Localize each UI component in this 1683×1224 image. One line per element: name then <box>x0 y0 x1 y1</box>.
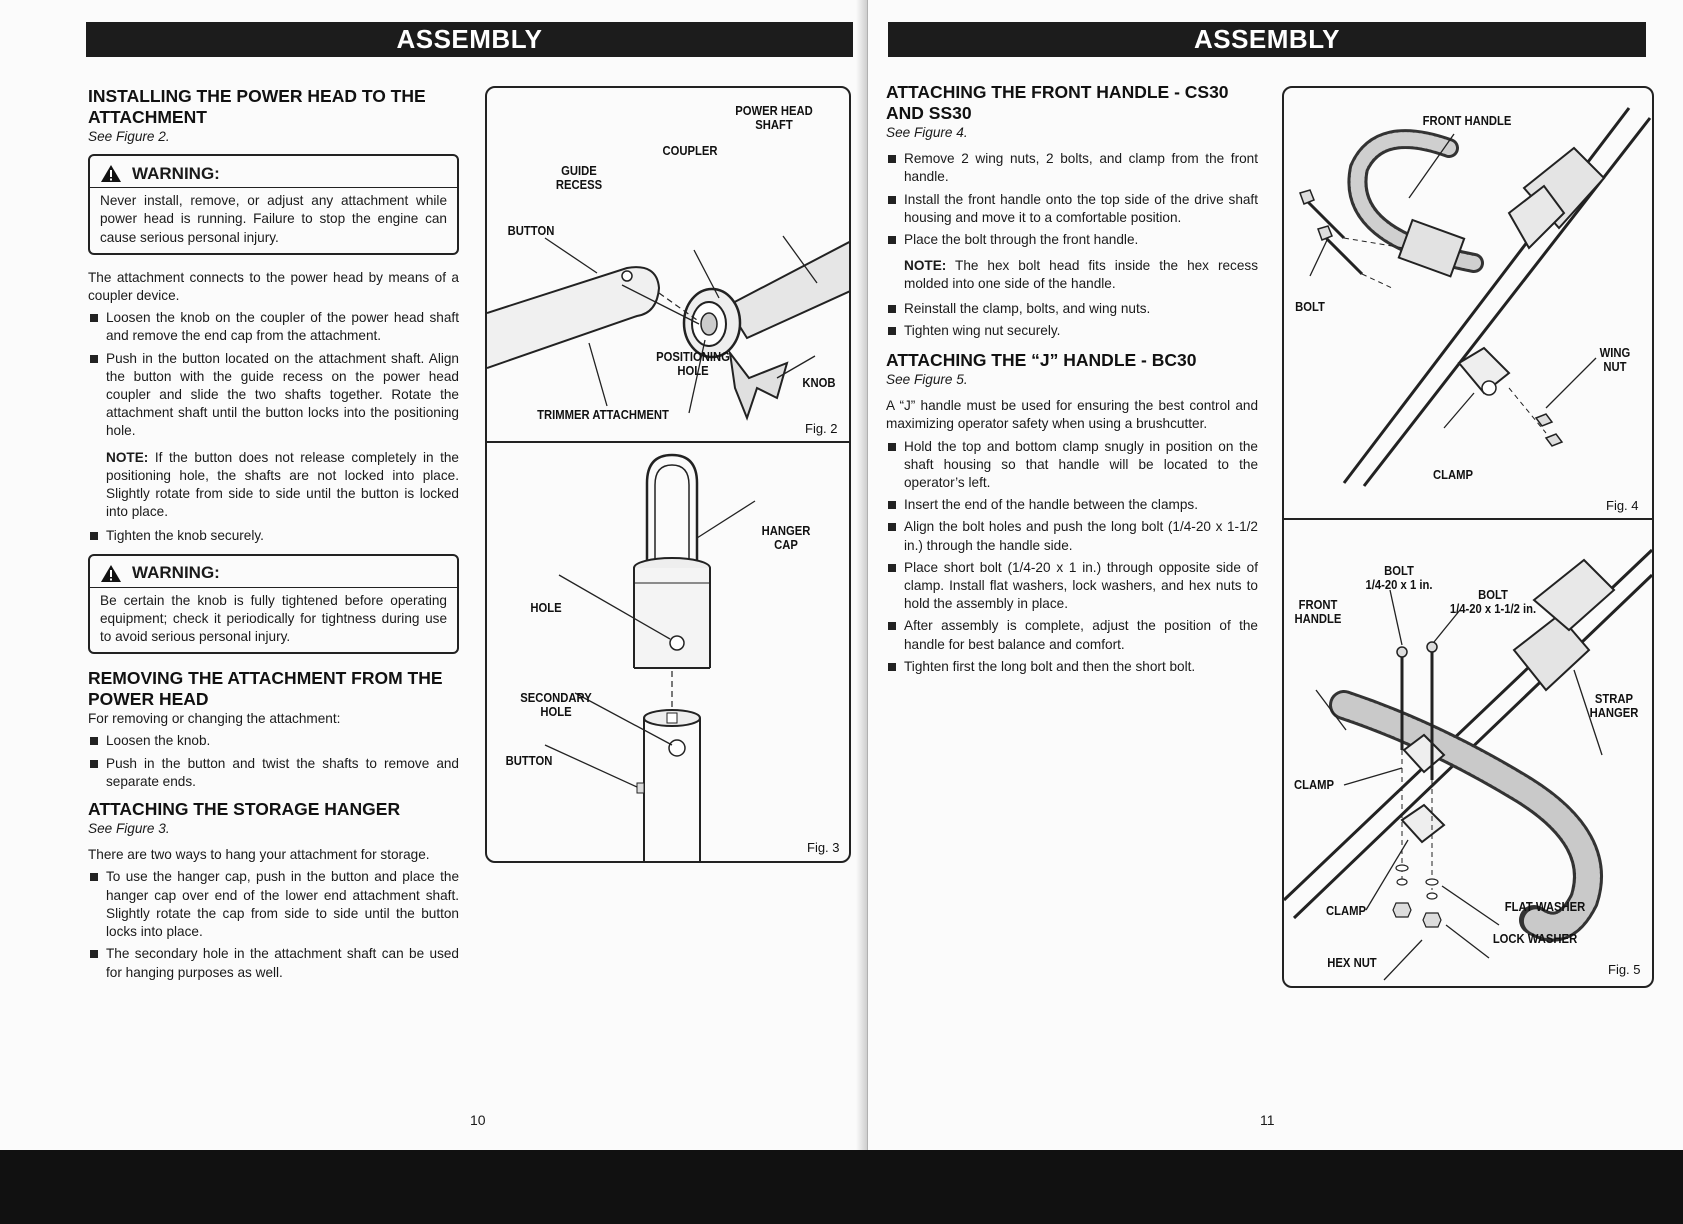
warning-title: WARNING: <box>132 163 220 183</box>
section-title-storage-hanger: ATTACHING THE STORAGE HANGER <box>88 799 401 820</box>
list-item: Tighten first the long bolt and then the short bolt. <box>886 658 1258 676</box>
list-item: Loosen the knob on the coupler of the power head shaft and remove the end cap from the attachment. <box>88 309 459 345</box>
figure-reference: See Figure 2. <box>88 129 170 144</box>
label-line: CAP <box>774 538 798 552</box>
label-line: HANGER <box>761 524 811 538</box>
paragraph: There are two ways to hang your attachment for storage. <box>88 847 430 863</box>
label-line: BOLT <box>1384 564 1414 578</box>
page-number: 10 <box>470 1112 486 1128</box>
right-text-column <box>886 82 1258 684</box>
note-label: NOTE: <box>106 449 149 465</box>
warning-box <box>88 554 459 655</box>
step-list <box>886 300 1258 340</box>
warning-text: Be certain the knob is fully tightened before operating equipment; check it periodically for tightness during use to avoid serious personal injury. <box>100 592 447 645</box>
paragraph: For removing or changing the attachment: <box>88 711 341 727</box>
label-secondary-hole <box>516 691 597 719</box>
figure-4-5-box <box>1282 86 1654 988</box>
paragraph: A “J” handle must be used for ensuring the best control and maximizing operator safety when using a brushcutter. <box>886 398 1258 432</box>
figure-number: Fig. 2 <box>805 421 838 436</box>
label-line: HOLE <box>677 364 709 378</box>
label-line: POWER HEAD <box>735 104 813 118</box>
note <box>88 449 459 522</box>
banner-title: ASSEMBLY <box>888 22 1646 57</box>
note-text: The hex bolt head fits inside the hex recess molded into one side of the handle. <box>904 258 1258 292</box>
warning-triangle-icon <box>100 564 122 583</box>
list-item: Hold the top and bottom clamp snugly in position on the shaft housing so that handle will be located to the operator’s left. <box>886 438 1258 493</box>
list-item: Loosen the knob. <box>88 732 459 750</box>
label-knob: KNOB <box>802 376 836 390</box>
section-title-removing: REMOVING THE ATTACHMENT FROM THE POWER HEAD <box>88 668 443 710</box>
left-page <box>0 0 868 1152</box>
label-clamp: CLAMP <box>1432 468 1473 482</box>
step-list <box>88 732 459 791</box>
figure-reference: See Figure 5. <box>886 372 968 388</box>
label-line: NUT <box>1603 360 1627 374</box>
label-hole: HOLE <box>530 601 562 615</box>
step-list <box>88 868 459 981</box>
warning-triangle-icon <box>100 164 122 183</box>
page-number: 11 <box>1260 1112 1275 1128</box>
label-line: HANDLE <box>1294 612 1342 626</box>
label-power-head-shaft <box>725 104 824 132</box>
list-item: The secondary hole in the attachment shaft can be used for hanging purposes as well. <box>88 945 459 981</box>
note-label: NOTE: <box>904 258 947 274</box>
list-item: To use the hanger cap, push in the button and place the hanger cap over end of the lower end attachment shaft. Slightly rotate the cap from side to side until the button locks into place. <box>88 868 459 941</box>
left-text-column <box>88 86 459 990</box>
label-positioning-hole <box>648 350 738 378</box>
label-line: WING <box>1599 346 1631 360</box>
banner-title: ASSEMBLY <box>86 22 853 57</box>
label-button: BUTTON <box>507 224 555 238</box>
label-hanger-cap <box>755 524 818 552</box>
label-strap-hanger <box>1587 692 1641 720</box>
list-item: Place the bolt through the front handle. <box>886 231 1258 249</box>
figure-number: Fig. 4 <box>1606 498 1639 513</box>
list-item: Align the bolt holes and push the long bolt (1/4-20 x 1-1/2 in.) through the handle side. <box>886 518 1258 554</box>
figure-number: Fig. 3 <box>807 840 840 855</box>
list-item: Push in the button and twist the shafts to remove and separate ends. <box>88 755 459 791</box>
figure-2-3-box <box>485 86 851 863</box>
warning-title: WARNING: <box>132 563 220 583</box>
label-line: HANGER <box>1589 706 1639 720</box>
label-guide-recess <box>552 164 606 192</box>
right-page <box>868 0 1683 1150</box>
section-title-front-handle: ATTACHING THE FRONT HANDLE - CS30 AND SS30 <box>886 82 1229 123</box>
label-line: 1/4-20 x 1 in. <box>1365 578 1433 592</box>
list-item: Reinstall the clamp, bolts, and wing nuts. <box>886 300 1258 318</box>
label-clamp: CLAMP <box>1325 904 1366 918</box>
label-clamp: CLAMP <box>1293 778 1334 792</box>
label-front-handle <box>1293 598 1343 626</box>
figure-3-illustration <box>487 443 849 861</box>
label-line: HOLE <box>540 705 572 719</box>
label-line: STRAP <box>1594 692 1634 706</box>
label-line: 1/4-20 x 1-1/2 in. <box>1449 602 1537 616</box>
label-line: SHAFT <box>755 118 793 132</box>
label-line: POSITIONING <box>656 350 730 364</box>
label-bolt: BOLT <box>1295 300 1325 314</box>
list-item: Push in the button located on the attachment shaft. Align the button with the guide recess on the power head coupler and slide the two shafts together. Rotate the attachment shaft until the button locks into the positioning hole. <box>88 350 459 441</box>
note-text: If the button does not release completely in the positioning hole, the shafts are not locked into place. Slightly rotate from side to side until the button is locked into place. <box>106 449 459 520</box>
label-trimmer-attachment: TRIMMER ATTACHMENT <box>537 408 669 422</box>
warning-box <box>88 154 459 255</box>
list-item: Tighten wing nut securely. <box>886 322 1258 340</box>
warning-heading <box>90 156 457 188</box>
label-hex-nut: HEX NUT <box>1327 956 1377 970</box>
label-line: RECESS <box>555 178 603 192</box>
label-line: FRONT <box>1298 598 1338 612</box>
list-item: Insert the end of the handle between the clamps. <box>886 496 1258 514</box>
figure-reference: See Figure 4. <box>886 125 968 140</box>
step-list <box>886 438 1258 676</box>
section-title-j-handle: ATTACHING THE “J” HANDLE - BC30 <box>886 350 1197 371</box>
figure-4-illustration <box>1284 88 1652 520</box>
list-item: After assembly is complete, adjust the position of the handle for best balance and comfort. <box>886 617 1258 653</box>
label-lock-washer: LOCK WASHER <box>1492 932 1578 946</box>
label-wing-nut <box>1594 346 1635 374</box>
step-list <box>88 527 459 545</box>
label-button: BUTTON <box>505 754 553 768</box>
paragraph: The attachment connects to the power head by means of a coupler device. <box>88 269 459 304</box>
label-line: BOLT <box>1478 588 1508 602</box>
step-list <box>88 309 459 440</box>
label-front-handle: FRONT HANDLE <box>1422 114 1512 128</box>
warning-heading <box>90 556 457 588</box>
list-item: Install the front handle onto the top side of the drive shaft housing and move it to a comfortable position. <box>886 191 1258 227</box>
list-item: Tighten the knob securely. <box>88 527 459 545</box>
scan-background <box>0 1150 1683 1224</box>
figure-2-illustration <box>487 88 849 443</box>
list-item: Place short bolt (1/4-20 x 1 in.) through opposite side of clamp. Install flat washers, lock washers, and hex nuts to hold the assembly in place. <box>886 559 1258 614</box>
figure-number: Fig. 5 <box>1608 962 1641 977</box>
step-list <box>886 150 1258 249</box>
warning-text: Never install, remove, or adjust any attachment while power head is running. Failure to stop the engine can cause serious personal injury. <box>100 193 447 245</box>
label-bolt-long <box>1435 588 1552 616</box>
section-title-installing: INSTALLING THE POWER HEAD TO THE ATTACHMENT <box>88 86 426 127</box>
list-item: Remove 2 wing nuts, 2 bolts, and clamp from the front handle. <box>886 150 1258 186</box>
note <box>886 257 1258 293</box>
label-line: SECONDARY <box>520 691 592 705</box>
figure-reference: See Figure 3. <box>88 821 170 837</box>
label-flat-washer: FLAT WASHER <box>1504 900 1586 914</box>
label-line: GUIDE <box>561 164 597 178</box>
label-coupler: COUPLER <box>662 144 718 158</box>
